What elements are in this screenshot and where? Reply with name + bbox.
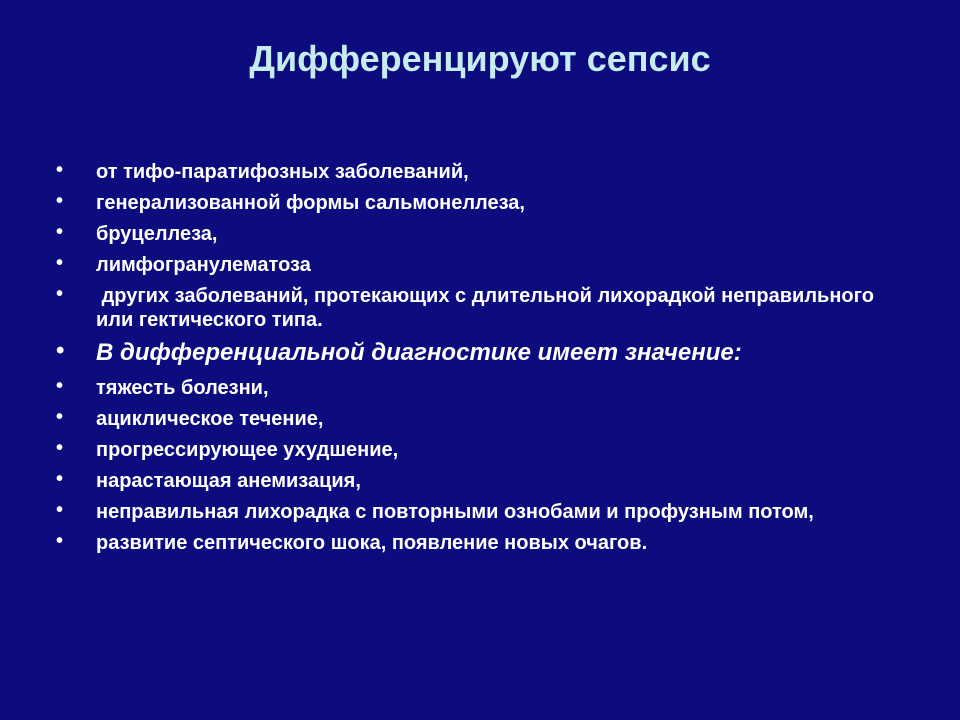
bullet-text: прогрессирующее ухудшение, [96, 439, 399, 461]
bullet-item [56, 407, 916, 431]
bullet-item-emphasis [56, 339, 916, 367]
bullet-icon: • [56, 406, 64, 428]
bullet-text: В дифференциальной диагностике имеет значение: [96, 339, 742, 366]
bullet-item [56, 191, 916, 215]
bullet-text: неправильная лихорадка с повторными ознобами и профузным потом, [96, 501, 814, 523]
bullet-text: генерализованной формы сальмонеллеза, [96, 192, 525, 214]
bullet-item [56, 160, 916, 184]
bullet-icon: • [56, 190, 64, 212]
bullet-item [56, 531, 916, 555]
bullet-item [56, 222, 916, 246]
bullet-icon: • [56, 437, 64, 459]
bullet-item [56, 284, 916, 332]
bullet-text: ациклическое течение, [96, 408, 324, 430]
bullet-icon: • [56, 468, 64, 490]
slide-title: Дифференцируют сепсис [249, 38, 711, 79]
bullet-text: тяжесть болезни, [96, 377, 269, 399]
bullet-item [56, 500, 916, 524]
bullet-text: от тифо-паратифозных заболеваний, [96, 161, 469, 183]
bullet-item [56, 253, 916, 277]
bullet-text: лимфогранулематоза [96, 254, 311, 276]
bullet-item [56, 438, 916, 462]
bullet-icon: • [56, 252, 64, 274]
bullet-text: нарастающая анемизация, [96, 470, 361, 492]
bullet-text: других заболеваний, протекающих с длительной лихорадкой неправильного или гектического типа. [96, 285, 880, 331]
bullet-text: развитие септического шока, появление новых очагов. [96, 532, 648, 554]
bullet-icon: • [56, 337, 65, 364]
bullet-icon: • [56, 283, 64, 305]
bullet-icon: • [56, 221, 64, 243]
bullet-list [56, 160, 916, 562]
bullet-icon: • [56, 375, 64, 397]
bullet-item [56, 376, 916, 400]
bullet-item [56, 469, 916, 493]
bullet-text: бруцеллеза, [96, 223, 218, 245]
bullet-icon: • [56, 159, 64, 181]
bullet-icon: • [56, 530, 64, 552]
bullet-icon: • [56, 499, 64, 521]
